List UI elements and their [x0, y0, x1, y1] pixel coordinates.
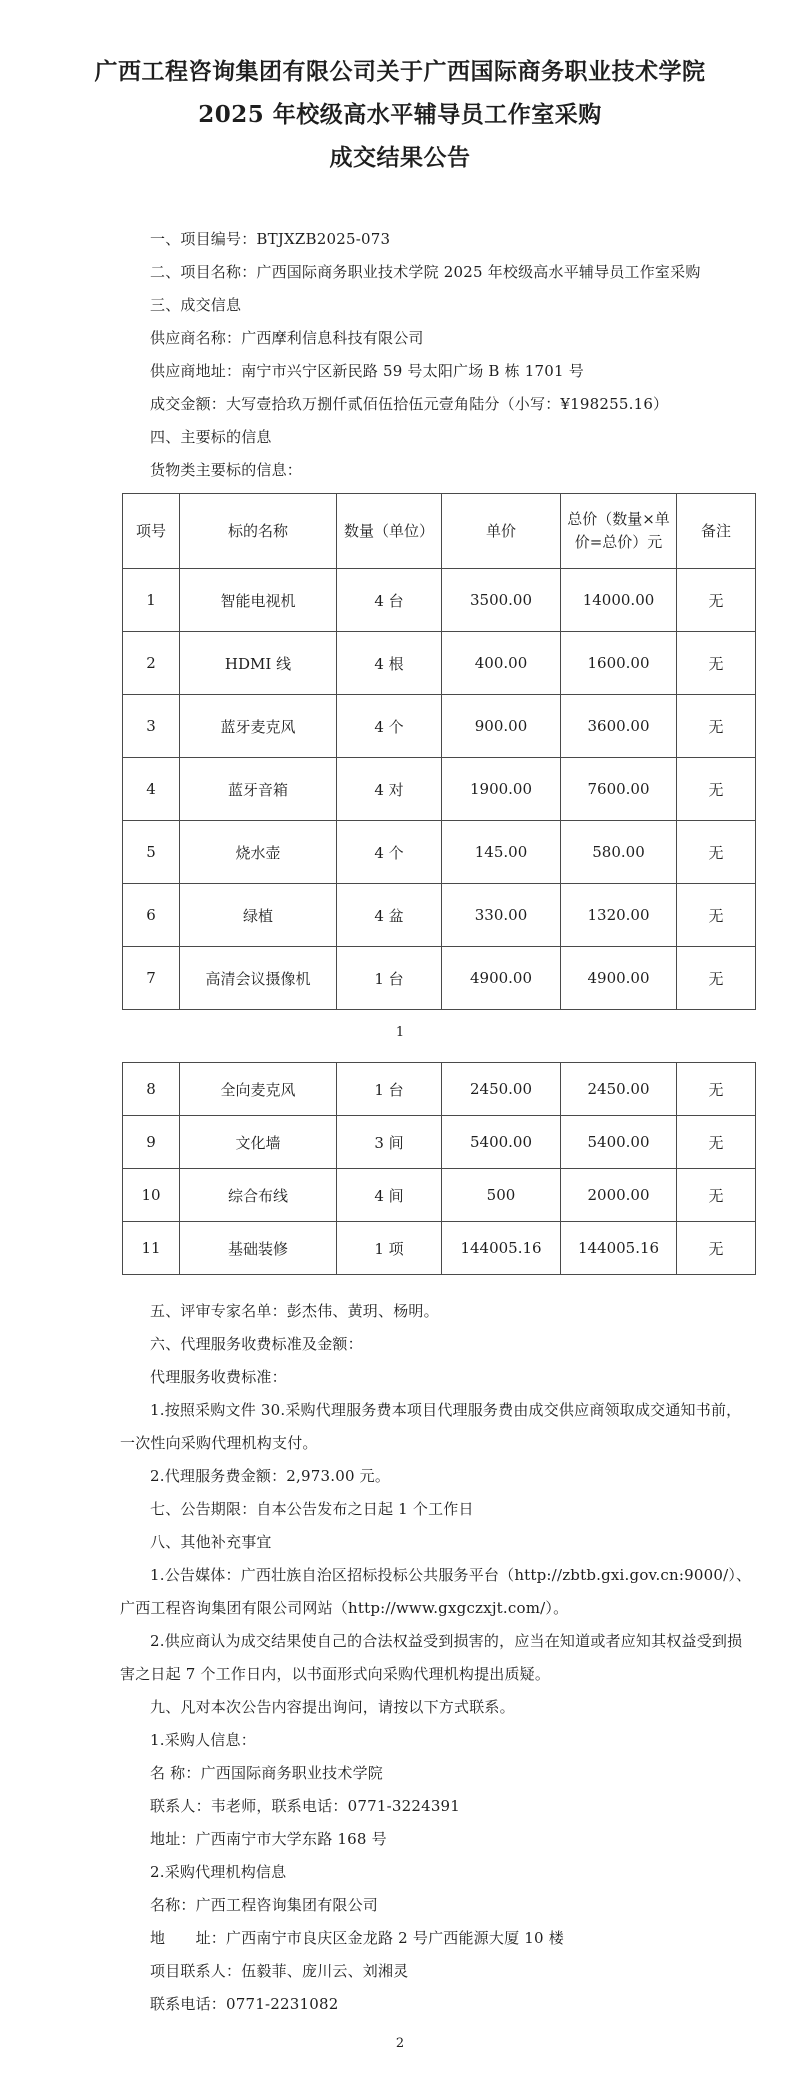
cell-unit-price: 1900.00 — [442, 758, 561, 821]
cell-item-name: 蓝牙音箱 — [180, 758, 337, 821]
cell-item-name: 综合布线 — [180, 1169, 337, 1222]
cell-total-price: 144005.16 — [561, 1222, 677, 1275]
cell-total-price: 1600.00 — [561, 632, 677, 695]
cell-item-name: 全向麦克风 — [180, 1063, 337, 1116]
paragraph: 货物类主要标的信息： — [150, 461, 303, 479]
paragraph: 2.供应商认为成交结果使自己的合法权益受到损害的，应当在知道或者应知其权益受到损 — [150, 1632, 743, 1650]
paragraph: 成交金额：大写壹拾玖万捌仟贰佰伍拾伍元壹角陆分（小写：¥198255.16） — [150, 395, 669, 413]
goods-table-section-page2 — [120, 1062, 780, 1275]
cell-unit-price: 900.00 — [442, 695, 561, 758]
cell-item-no: 7 — [123, 947, 180, 1010]
paragraph: 七、公告期限：自本公告发布之日起 1 个工作日 — [150, 1500, 474, 1518]
intro-section — [120, 223, 780, 487]
cell-item-no: 9 — [123, 1116, 180, 1169]
cell-unit-price: 4900.00 — [442, 947, 561, 1010]
cell-quantity: 4 对 — [337, 758, 442, 821]
table-header-cell: 数量（单位） — [337, 494, 442, 569]
cell-total-price: 3600.00 — [561, 695, 677, 758]
paragraph: 1.公告媒体：广西壮族自治区招标投标公共服务平台（http://zbtb.gxi.gov.cn:9000/）、 — [150, 1566, 752, 1584]
paragraph: 2.采购代理机构信息 — [150, 1863, 287, 1881]
cell-item-name: 智能电视机 — [180, 569, 337, 632]
table-row — [123, 1169, 756, 1222]
paragraph: 广西工程咨询集团有限公司网站（http://www.gxgczxjt.com/）。 — [120, 1599, 569, 1617]
cell-total-price: 5400.00 — [561, 1116, 677, 1169]
goods-table-section-page1 — [120, 493, 780, 1010]
cell-remark: 无 — [677, 1222, 756, 1275]
cell-item-no: 2 — [123, 632, 180, 695]
table-row — [123, 1063, 756, 1116]
cell-remark: 无 — [677, 695, 756, 758]
cell-quantity: 4 个 — [337, 821, 442, 884]
cell-total-price: 580.00 — [561, 821, 677, 884]
cell-total-price: 1320.00 — [561, 884, 677, 947]
document-title — [0, 0, 800, 179]
table-row — [123, 821, 756, 884]
cell-quantity: 1 项 — [337, 1222, 442, 1275]
cell-total-price: 14000.00 — [561, 569, 677, 632]
table-row — [123, 632, 756, 695]
cell-quantity: 1 台 — [337, 947, 442, 1010]
paragraph: 项目联系人：伍毅菲、庞川云、刘湘灵 — [150, 1962, 409, 1980]
table-header-cell: 总价（数量×单价=总价）元 — [561, 494, 677, 569]
table-row — [123, 947, 756, 1010]
closing-section — [120, 1295, 780, 2021]
cell-unit-price: 400.00 — [442, 632, 561, 695]
cell-unit-price: 330.00 — [442, 884, 561, 947]
cell-item-name: 绿植 — [180, 884, 337, 947]
cell-item-name: 文化墙 — [180, 1116, 337, 1169]
cell-unit-price: 500 — [442, 1169, 561, 1222]
paragraph: 五、评审专家名单：彭杰伟、黄玥、杨明。 — [150, 1302, 439, 1320]
cell-item-no: 8 — [123, 1063, 180, 1116]
cell-unit-price: 3500.00 — [442, 569, 561, 632]
table-row — [123, 695, 756, 758]
cell-total-price: 2000.00 — [561, 1169, 677, 1222]
title-line-2: 2025 年校级高水平辅导员工作室采购 — [198, 101, 602, 128]
cell-total-price: 4900.00 — [561, 947, 677, 1010]
cell-total-price: 7600.00 — [561, 758, 677, 821]
paragraph: 三、成交信息 — [150, 296, 242, 314]
cell-item-no: 5 — [123, 821, 180, 884]
cell-remark: 无 — [677, 884, 756, 947]
paragraph: 地址：广西南宁市大学东路 168 号 — [150, 1830, 387, 1848]
cell-total-price: 2450.00 — [561, 1063, 677, 1116]
intro-paragraph-list — [120, 223, 780, 487]
cell-remark: 无 — [677, 1063, 756, 1116]
table-header-row — [123, 494, 756, 569]
table-header-cell: 单价 — [442, 494, 561, 569]
table-header-cell: 备注 — [677, 494, 756, 569]
table-row — [123, 569, 756, 632]
paragraph: 八、其他补充事宜 — [150, 1533, 272, 1551]
cell-item-name: 基础装修 — [180, 1222, 337, 1275]
cell-item-no: 6 — [123, 884, 180, 947]
table-header-cell: 标的名称 — [180, 494, 337, 569]
paragraph: 六、代理服务收费标准及金额： — [150, 1335, 363, 1353]
paragraph: 二、项目名称：广西国际商务职业技术学院 2025 年校级高水平辅导员工作室采购 — [150, 263, 701, 281]
cell-quantity: 4 个 — [337, 695, 442, 758]
closing-paragraph-list — [120, 1295, 780, 2021]
table-row — [123, 884, 756, 947]
paragraph: 2.代理服务费金额：2,973.00 元。 — [150, 1467, 391, 1485]
paragraph: 名称：广西工程咨询集团有限公司 — [150, 1896, 379, 1914]
paragraph: 联系电话：0771-2231082 — [150, 1995, 339, 2013]
table-row — [123, 1222, 756, 1275]
cell-unit-price: 2450.00 — [442, 1063, 561, 1116]
paragraph: 一次性向采购代理机构支付。 — [120, 1434, 318, 1452]
table-header-cell: 项号 — [123, 494, 180, 569]
paragraph: 供应商地址：南宁市兴宁区新民路 59 号太阳广场 B 栋 1701 号 — [150, 362, 584, 380]
cell-unit-price: 5400.00 — [442, 1116, 561, 1169]
cell-quantity: 3 间 — [337, 1116, 442, 1169]
title-line-1: 广西工程咨询集团有限公司关于广西国际商务职业技术学院 — [94, 58, 706, 85]
cell-item-name: 高清会议摄像机 — [180, 947, 337, 1010]
cell-item-no: 1 — [123, 569, 180, 632]
paragraph: 一、项目编号：BTJXZB2025-073 — [150, 230, 391, 248]
cell-remark: 无 — [677, 632, 756, 695]
paragraph: 四、主要标的信息 — [150, 428, 272, 446]
paragraph: 供应商名称：广西摩利信息科技有限公司 — [150, 329, 424, 347]
cell-remark: 无 — [677, 1116, 756, 1169]
paragraph: 名 称：广西国际商务职业技术学院 — [150, 1764, 383, 1782]
paragraph: 1.按照采购文件 30.采购代理服务费本项目代理服务费由成交供应商领取成交通知书前， — [150, 1401, 742, 1419]
paragraph: 联系人：韦老师，联系电话：0771-3224391 — [150, 1797, 461, 1815]
paragraph: 代理服务收费标准： — [150, 1368, 287, 1386]
cell-unit-price: 144005.16 — [442, 1222, 561, 1275]
goods-table-page1 — [122, 493, 756, 1010]
page-number-2: 2 — [395, 2036, 405, 2051]
goods-table-page2 — [122, 1062, 756, 1275]
table-row — [123, 758, 756, 821]
cell-item-no: 3 — [123, 695, 180, 758]
cell-remark: 无 — [677, 947, 756, 1010]
cell-item-no: 4 — [123, 758, 180, 821]
cell-quantity: 4 台 — [337, 569, 442, 632]
cell-remark: 无 — [677, 758, 756, 821]
cell-item-no: 10 — [123, 1169, 180, 1222]
cell-remark: 无 — [677, 1169, 756, 1222]
page-number-1: 1 — [395, 1025, 405, 1040]
paragraph: 地 址：广西南宁市良庆区金龙路 2 号广西能源大厦 10 楼 — [150, 1929, 564, 1947]
cell-quantity: 4 根 — [337, 632, 442, 695]
paragraph: 九、凡对本次公告内容提出询问，请按以下方式联系。 — [150, 1698, 515, 1716]
cell-remark: 无 — [677, 569, 756, 632]
cell-item-name: 烧水壶 — [180, 821, 337, 884]
cell-quantity: 1 台 — [337, 1063, 442, 1116]
cell-quantity: 4 盆 — [337, 884, 442, 947]
paragraph: 害之日起 7 个工作日内，以书面形式向采购代理机构提出质疑。 — [120, 1665, 551, 1683]
cell-unit-price: 145.00 — [442, 821, 561, 884]
title-line-3: 成交结果公告 — [329, 144, 471, 171]
cell-remark: 无 — [677, 821, 756, 884]
cell-item-name: 蓝牙麦克风 — [180, 695, 337, 758]
cell-item-name: HDMI 线 — [180, 632, 337, 695]
table-row — [123, 1116, 756, 1169]
cell-quantity: 4 间 — [337, 1169, 442, 1222]
paragraph: 1.采购人信息： — [150, 1731, 256, 1749]
cell-item-no: 11 — [123, 1222, 180, 1275]
